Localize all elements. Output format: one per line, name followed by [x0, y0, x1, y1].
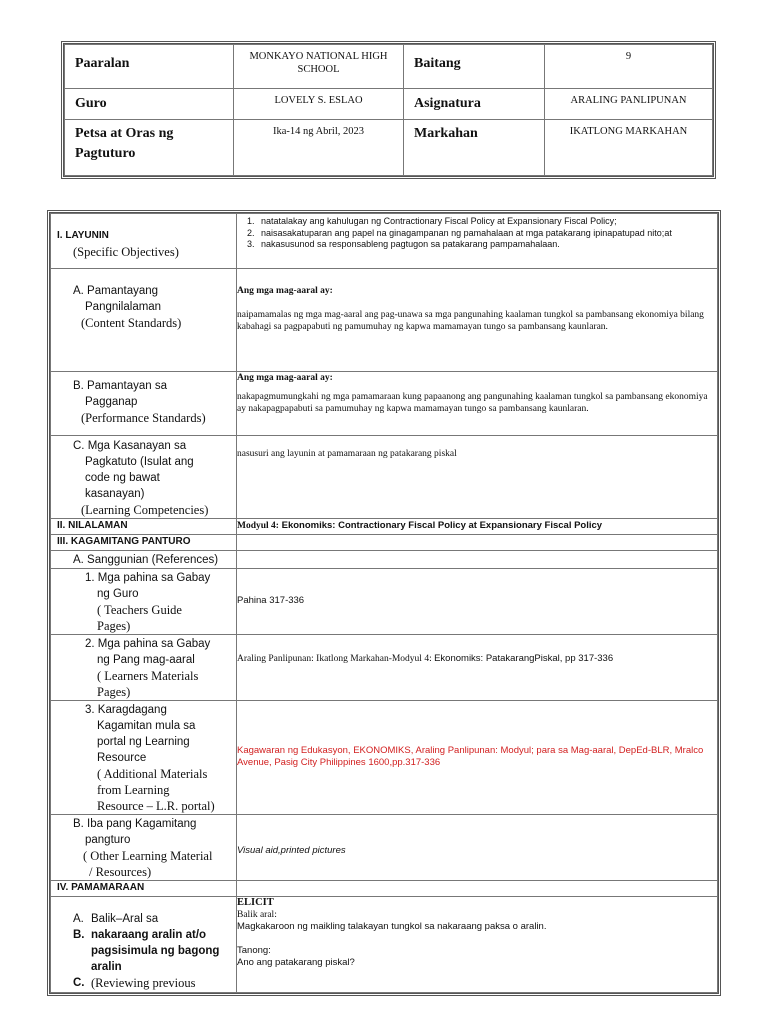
learners-materials-label-2: ng Pang mag-aaral	[97, 654, 195, 666]
tanong-label: Tanong:	[237, 945, 271, 956]
row-pamamaraan	[51, 881, 718, 897]
label-markahan: Markahan	[404, 120, 545, 176]
procedure-item-b: B. nakaraang aralin at/o pagsisimula ng bagong aralin	[73, 929, 220, 973]
layunin-title: I. LAYUNIN	[57, 230, 109, 241]
row-performance-standards	[51, 372, 718, 436]
label-paaralan: Paaralan	[65, 45, 234, 89]
other-materials-value: Visual aid,printed pictures	[237, 845, 346, 856]
other-materials-label-en1: ( Other Learning Material	[83, 849, 213, 863]
content-standards-label-2: Pangnilalaman	[85, 301, 162, 313]
value-school: MONKAYO NATIONAL HIGH SCHOOL	[234, 45, 404, 89]
label-guro: Guro	[65, 89, 234, 120]
procedure-item-c: C. (Reviewing previous	[73, 976, 196, 990]
lr-portal-label-en3: Resource – L.R. portal)	[97, 799, 215, 813]
teachers-guide-label-en1: ( Teachers Guide	[97, 603, 182, 617]
balik-aral-text: Magkakaroon ng maikling talakayan tungkol sa nakaraang paksa o aralin.	[237, 921, 547, 932]
content-standards-text: naipamamalas ng mga mag-aaral ang pag-unawa sa mga pangunahing kaalaman tungkol sa pambansang ekonomiya bilang kabahagi sa pagpapabuti ng pamumuhay ng kapwa mamamayan tungo sa pambansang kaunlaran.	[237, 310, 704, 332]
learners-materials-label-en1: ( Learners Materials	[97, 669, 199, 683]
performance-standards-text: nakapagmumungkahi ng mga pamamaraan kung papaanong ang pangunahing kaalaman tungkol sa pambansang ekonomiya ay nakapagpapabuti sa pamumuhay ng kapwa mamamayan tungo sa pambansang kaunlaran.	[237, 392, 708, 414]
teachers-guide-pages: Pahina 317-336	[237, 595, 305, 606]
learners-materials-label-en2: Pages)	[97, 685, 131, 699]
lesson-plan-table	[47, 210, 721, 996]
row-kagamitan	[51, 535, 718, 551]
nilalaman-text: Ekonomiks: Contractionary Fiscal Policy at Expansionary Fiscal Policy	[278, 520, 603, 531]
lr-portal-reference: Kagawaran ng Edukasyon, EKONOMIKS, Araling Panlipunan: Modyul; para sa Mag-aaral, DepEd-BLR, Mralco Avenue, Pasig City Philippines 1600,pp.317-336	[237, 745, 704, 768]
value-grade: 9	[545, 45, 713, 89]
elicit-heading: ELICIT	[237, 897, 274, 908]
header-row-school	[65, 45, 713, 89]
content-standards-label-1: A. Pamantayang	[73, 285, 159, 297]
nilalaman-prefix: Modyul 4:	[237, 521, 279, 531]
tanong-text: Ano ang patakarang piskal?	[237, 957, 355, 968]
objectives-list	[237, 216, 711, 251]
procedure-item-a: A. Balik–Aral sa	[73, 913, 159, 925]
row-elicit	[51, 897, 718, 993]
lr-portal-label-1: 3. Karagdagang	[85, 704, 167, 716]
row-teachers-guide	[51, 569, 718, 635]
teachers-guide-label-2: ng Guro	[97, 588, 139, 600]
learners-materials-value-serif: Araling Panlipunan: Ikatlong Markahan-Modyul 4:	[237, 654, 435, 664]
header-info-table	[61, 41, 716, 179]
label-petsa: Petsa at Oras ng Pagtuturo	[65, 120, 234, 176]
competencies-label-2: Pagkatuto (Isulat ang	[85, 456, 194, 468]
row-content-standards	[51, 269, 718, 372]
nilalaman-title: II. NILALAMAN	[57, 520, 128, 531]
teachers-guide-label-1: 1. Mga pahina sa Gabay	[85, 572, 211, 584]
row-layunin	[51, 214, 718, 269]
sanggunian-label: A. Sanggunian (References)	[73, 554, 219, 566]
competencies-label-1: C. Mga Kasanayan sa	[73, 440, 187, 452]
value-teacher: LOVELY S. ESLAO	[234, 89, 404, 120]
other-materials-label-2: pangturo	[85, 834, 131, 846]
label-baitang: Baitang	[404, 45, 545, 89]
balik-aral-label: Balik aral:	[237, 910, 277, 920]
row-other-materials	[51, 815, 718, 881]
content-standards-heading: Ang mga mag-aaral ay:	[237, 286, 333, 296]
learners-materials-value-sans: Ekonomiks: PatakarangPiskal, pp 317-336	[434, 653, 614, 664]
other-materials-label-en2: / Resources)	[89, 865, 152, 879]
performance-standards-label-2: Pagganap	[85, 396, 138, 408]
layunin-subtitle: (Specific Objectives)	[73, 245, 179, 259]
lr-portal-label-2: Kagamitan mula sa	[97, 720, 196, 732]
objective-item: 1. natatalakay ang kahulugan ng Contractionary Fiscal Policy at Expansionary Fiscal Policy;	[247, 216, 617, 226]
competencies-text: nasusuri ang layunin at pamamaraan ng patakarang piskal	[237, 449, 457, 459]
teachers-guide-label-en2: Pages)	[97, 619, 131, 633]
row-competencies	[51, 436, 718, 519]
competencies-label-en: (Learning Competencies)	[81, 503, 209, 517]
objective-item: 2. naisasakatuparan ang papel na ginagampanan ng pamahalaan at mga patakarang ipinapatupad nito;at	[247, 227, 672, 238]
row-nilalaman	[51, 519, 718, 535]
learners-materials-label-1: 2. Mga pahina sa Gabay	[85, 638, 211, 650]
other-materials-label-1: B. Iba pang Kagamitang	[73, 818, 197, 830]
pamamaraan-title: IV. PAMAMARAAN	[57, 882, 145, 893]
value-date: Ika-14 ng Abril, 2023	[234, 120, 404, 176]
header-row-date	[65, 120, 713, 176]
value-quarter: IKATLONG MARKAHAN	[545, 120, 713, 176]
performance-standards-label-1: B. Pamantayan sa	[73, 380, 167, 392]
lr-portal-label-4: Resource	[97, 752, 147, 764]
performance-standards-heading: Ang mga mag-aaral ay:	[237, 373, 333, 383]
header-row-teacher	[65, 89, 713, 120]
objective-item: 3. nakasusunod sa responsableng pagtugon sa patakarang pampamahalaan.	[247, 239, 560, 249]
label-asignatura: Asignatura	[404, 89, 545, 120]
row-sanggunian	[51, 551, 718, 569]
lr-portal-label-en2: from Learning	[97, 783, 170, 797]
content-standards-label-en: (Content Standards)	[81, 316, 182, 330]
competencies-label-4: kasanayan)	[85, 488, 145, 500]
row-lr-portal	[51, 701, 718, 815]
row-learners-materials	[51, 635, 718, 701]
performance-standards-label-en: (Performance Standards)	[81, 411, 206, 425]
competencies-label-3: code ng bawat	[85, 472, 160, 484]
lr-portal-label-en1: ( Additional Materials	[97, 767, 208, 781]
value-subject: ARALING PANLIPUNAN	[545, 89, 713, 120]
kagamitan-title: III. KAGAMITANG PANTURO	[57, 536, 191, 547]
lr-portal-label-3: portal ng Learning	[97, 736, 190, 748]
